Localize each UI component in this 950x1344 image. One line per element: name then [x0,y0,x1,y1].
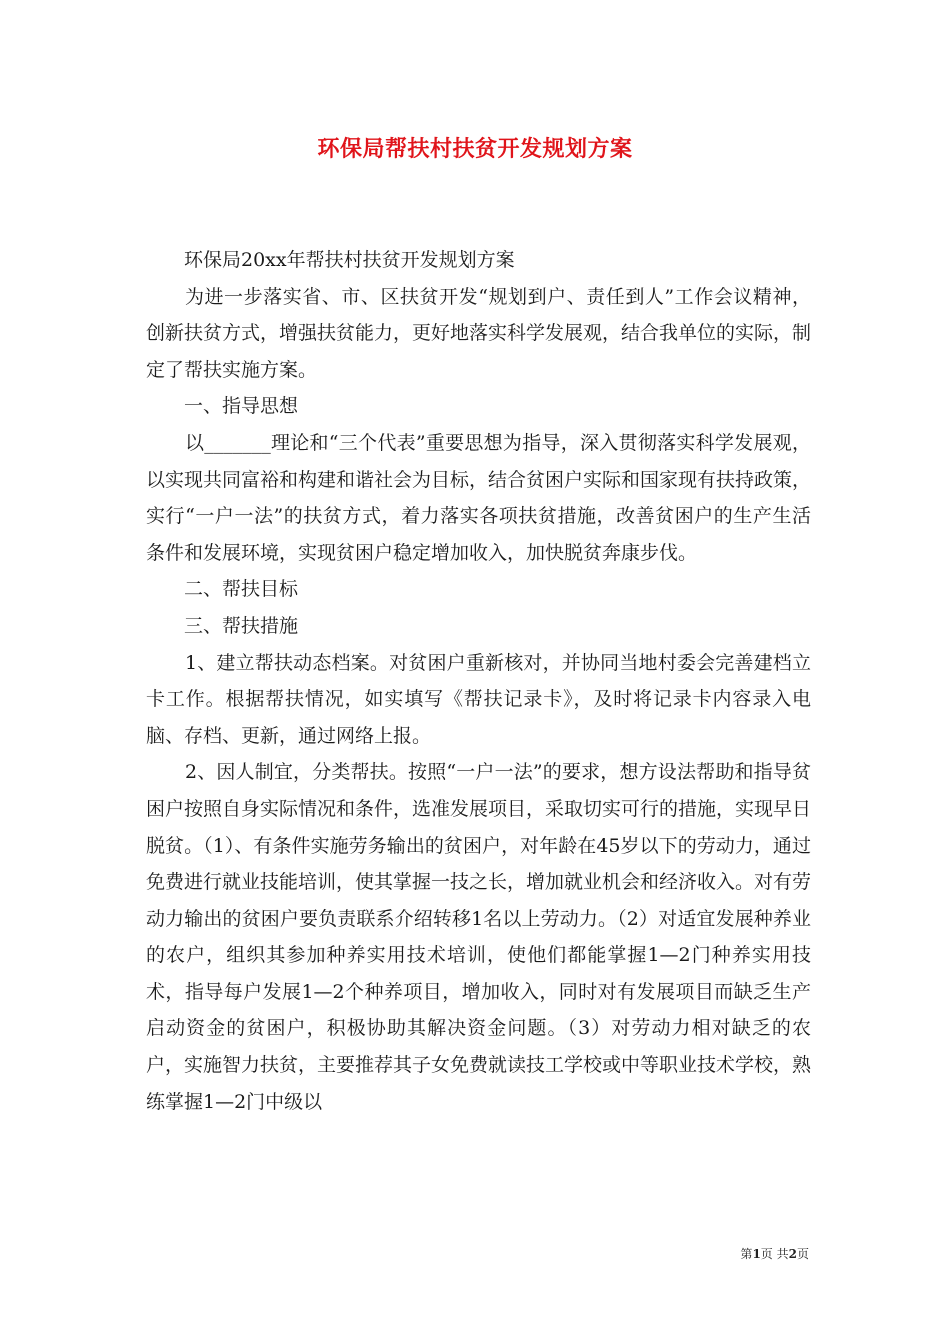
footer-total-pages: 2 [788,1247,797,1261]
body-paragraph-measure-2: 2、因人制宜，分类帮扶。按照“一户一法”的要求，想方设法帮助和指导贫困户按照自身实际情况和条件，选准发展项目，采取切实可行的措施，实现早日脱贫。（1）、有条件实施劳务输出的贫困户，对年龄在45岁以下的劳动力，通过免费进行就业技能培训，使其掌握一技之长，增加就业机会和经济收入。对有劳动力输出的贫困户要负责联系介绍转移1名以上劳动力。（2）对适宜发展种养业的农户，组织其参加种养实用技术培训，使他们都能掌握1—2门种养实用技术，指导每户发展1—2个种养项目，增加收入，同时对有发展项目而缺乏生产启动资金的贫困户，积极协助其解决资金问题。（3）对劳动力相对缺乏的农户，实施智力扶贫，主要推荐其子女免费就读技工学校或中等职业技术学校，熟练掌握1—2门中级以 [146,761,812,1113]
section-heading-measures: 三、帮扶措施 [184,614,299,637]
body-paragraph-guiding-thought: 以_______理论和“三个代表”重要思想为指导，深入贯彻落实科学发展观，以实现共同富裕和构建和谐社会为目标，结合贫困户实际和国家现有扶持政策，实行“一户一法”的扶贫方式，着力落实各项扶贫措施，改善贫困户的生产生活条件和发展环境，实现贫困户稳定增加收入，加快脱贫奔康步伐。 [146,431,812,564]
body-paragraph-subtitle: 环保局20xx年帮扶村扶贫开发规划方案 [184,249,515,271]
footer-prefix: 第 [740,1247,753,1261]
body-paragraph-intro: 为进一步落实省、市、区扶贫开发“规划到户、责任到人”工作会议精神，创新扶贫方式，增强扶贫能力，更好地落实科学发展观，结合我单位的实际，制定了帮扶实施方案。 [146,285,812,381]
document-body [146,242,811,1120]
document-title: 环保局帮扶村扶贫开发规划方案 [317,136,633,162]
footer-suffix: 页 [796,1247,809,1261]
body-paragraph-measure-1: 1、建立帮扶动态档案。对贫困户重新核对，并协同当地村委会完善建档立卡工作。根据帮扶情况，如实填写《帮扶记录卡》，及时将记录卡内容录入电脑、存档、更新，通过网络上报。 [146,651,811,747]
section-heading-guiding-thought: 一、指导思想 [184,395,299,418]
footer-current-page: 1 [752,1247,761,1261]
page-number-footer [740,1246,809,1262]
section-heading-goals: 二、帮扶目标 [184,578,299,601]
footer-middle: 页 共 [760,1247,789,1261]
